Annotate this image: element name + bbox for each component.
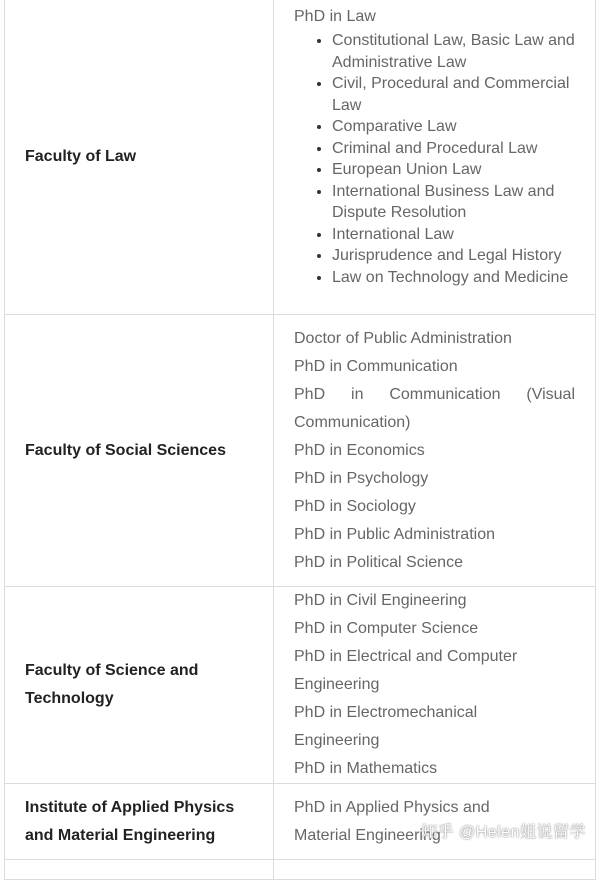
- programs-cell: [274, 0, 596, 315]
- program-item: PhD in Electromechanical Engineering: [294, 704, 478, 749]
- program-item: Doctor of Public Administration: [294, 329, 512, 347]
- faculty-name: Faculty of Social Sciences: [25, 441, 226, 459]
- watermark: 知乎 @Helen姐说留学: [421, 824, 586, 841]
- faculty-cell: [5, 784, 274, 860]
- programs-cell: [274, 315, 596, 587]
- program-item: PhD in Political Science: [294, 553, 463, 571]
- list-item: • International Law: [332, 224, 575, 246]
- program-item: PhD in Public Administration: [294, 525, 495, 543]
- faculty-name: Faculty of Science and Technology: [25, 662, 199, 707]
- list-item: • Comparative Law: [332, 116, 575, 138]
- list-item: • Civil, Procedural and Commercial Law: [332, 73, 575, 116]
- table-row: [5, 315, 596, 587]
- list-item: • Law on Technology and Medicine: [332, 267, 575, 289]
- faculty-name: Faculty of Law: [25, 147, 137, 165]
- faculty-cell: [5, 315, 274, 587]
- table-row: [5, 587, 596, 784]
- faculty-name: Institute of Applied Physics and Material Engineering: [25, 798, 235, 844]
- program-item: PhD in Communication: [294, 357, 458, 375]
- program-item: PhD in Civil Engineering: [294, 592, 467, 609]
- program-item: PhD in Communication (Visual Communication): [294, 385, 575, 431]
- list-item: • Constitutional Law, Basic Law and Administrative Law: [332, 30, 575, 73]
- program-item: PhD in Psychology: [294, 469, 429, 487]
- list-item: • Criminal and Procedural Law: [332, 138, 575, 160]
- program-item: PhD in Applied Physics and Material Engineering: [294, 798, 490, 844]
- program-item: PhD in Mathematics: [294, 760, 438, 777]
- program-item: PhD in Computer Science: [294, 620, 479, 637]
- programs-cell: [274, 860, 596, 880]
- table-row: [5, 0, 596, 315]
- programs-table: [4, 0, 596, 880]
- program-item: PhD in Electrical and Computer Engineering: [294, 648, 518, 693]
- programs-cell: [274, 587, 596, 784]
- faculty-cell: [5, 0, 274, 315]
- program-item: PhD in Sociology: [294, 497, 416, 515]
- program-item: PhD in Economics: [294, 441, 425, 459]
- list-item: • European Union Law: [332, 159, 575, 181]
- faculty-cell: [5, 860, 274, 880]
- list-item: • Jurisprudence and Legal History: [332, 245, 575, 267]
- faculty-cell: [5, 587, 274, 784]
- specialization-list: [294, 30, 575, 288]
- table-row: [5, 860, 596, 880]
- program-heading: PhD in Law: [294, 8, 376, 25]
- list-item: • International Business Law and Dispute Resolution: [332, 181, 575, 224]
